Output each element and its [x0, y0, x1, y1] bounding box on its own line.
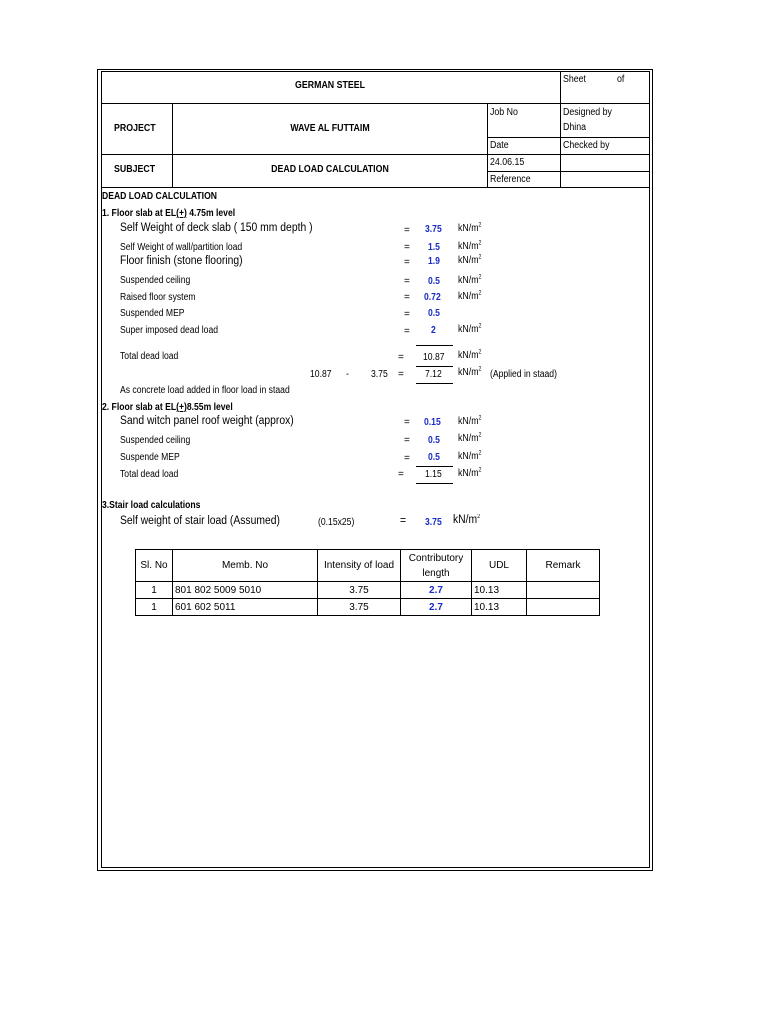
row-value: 0.5 [428, 452, 440, 463]
total-label: Total dead load [120, 351, 179, 362]
row-unit: $kN/m^2$ [458, 254, 482, 266]
length-cell: 2.7 [401, 582, 472, 599]
date-value: 24.06.15 [490, 157, 525, 168]
row-unit: $kN/m^2$ [458, 432, 482, 444]
column-header: Intensity of load [318, 550, 401, 582]
calc-a: 10.87 [310, 369, 332, 380]
udl-cell: 10.13 [472, 582, 527, 599]
header-line [487, 171, 650, 172]
intensity-cell: 3.75 [318, 582, 401, 599]
row-label: Self Weight of wall/partition load [120, 242, 243, 253]
column-header: Contributory length [401, 550, 472, 582]
row-label: Suspended ceiling [120, 275, 191, 286]
length-cell: 2.7 [401, 599, 472, 616]
udl-cell: 10.13 [472, 599, 527, 616]
sl-no-cell: 1 [136, 582, 173, 599]
row-label: Raised floor system [120, 292, 196, 303]
sheet-label: Sheet [563, 74, 587, 85]
column-header: Sl. No [136, 550, 173, 582]
row-label: Sand witch panel roof weight (approx) [120, 415, 294, 427]
subject-label: SUBJECT [114, 164, 156, 175]
total-unit: $kN/m^2$ [458, 349, 482, 361]
table-header-row [136, 550, 600, 582]
calc-b: 3.75 [371, 369, 388, 380]
designed-by-value: Dhina [563, 122, 587, 133]
memb-no-cell: 801 802 5009 5010 [173, 582, 318, 599]
header-line [101, 187, 650, 188]
section2-title: 2. Floor slab at EL(+)8.55m level [102, 402, 233, 413]
row-value: 0.5 [428, 276, 440, 287]
reference-label: Reference [490, 174, 531, 185]
sum-line [416, 383, 453, 384]
calc-unit: $kN/m^2$ [458, 366, 482, 378]
row-unit: $kN/m^2$ [458, 240, 482, 252]
row-formula: (0.15x25) [318, 517, 355, 528]
row-unit: $kN/m^2$ [458, 274, 482, 286]
remark-cell [527, 599, 600, 616]
subject-value: DEAD LOAD CALCULATION [271, 164, 389, 175]
row-unit: $kN/m^2$ [458, 415, 482, 427]
row-unit: $kN/m^2$ [458, 222, 482, 234]
row-label: Suspended ceiling [120, 435, 191, 446]
section1-title: 1. Floor slab at EL(+) 4.75m level [102, 208, 236, 219]
memb-no-cell: 601 602 5011 [173, 599, 318, 616]
date-label: Date [490, 140, 509, 151]
row-label: Floor finish (stone flooring) [120, 255, 243, 267]
total-unit: $kN/m^2$ [458, 467, 482, 479]
row-label: Suspended MEP [120, 308, 185, 319]
table-row [136, 599, 600, 616]
header-line [560, 71, 561, 187]
section3-title: 3.Stair load calculations [102, 500, 201, 511]
total-value: 10.87 [423, 352, 445, 363]
of-label: of [617, 74, 625, 85]
header-line [487, 103, 488, 187]
row-label: Self weight of stair load (Assumed) [120, 515, 280, 527]
column-header: Memb. No [173, 550, 318, 582]
header-line [487, 137, 650, 138]
row-unit: $kN/m^2$ [458, 323, 482, 335]
row-value: 0.5 [428, 308, 440, 319]
sum-line [416, 483, 453, 484]
sum-line [416, 366, 453, 367]
row-value: 3.75 [425, 517, 442, 528]
stair-load-table [135, 549, 600, 616]
project-label: PROJECT [114, 123, 156, 134]
header-line [101, 154, 650, 155]
row-value: 3.75 [425, 224, 442, 235]
calc-note: (Applied in staad) [490, 369, 557, 380]
remark-cell [527, 582, 600, 599]
row-value: 0.5 [428, 435, 440, 446]
calc-result: 7.12 [425, 369, 442, 380]
row-label: Suspende MEP [120, 452, 180, 463]
row-unit: $kN/m^2$ [458, 450, 482, 462]
row-value: 2 [431, 325, 436, 336]
intensity-cell: 3.75 [318, 599, 401, 616]
row-label: Super imposed dead load [120, 325, 219, 336]
header-line [172, 103, 173, 187]
row-value: 0.72 [424, 292, 441, 303]
header-line [101, 103, 650, 104]
job-no-label: Job No [490, 107, 518, 118]
row-value: 0.15 [424, 417, 441, 428]
checked-by-label: Checked by [563, 140, 610, 151]
row-value: 1.5 [428, 242, 440, 253]
row-value: 1.9 [428, 256, 440, 267]
designed-by-label: Designed by [563, 107, 612, 118]
note: As concrete load added in floor load in staad [120, 385, 290, 396]
row-unit: $kN/m^2$ [453, 514, 481, 526]
sum-line [416, 466, 453, 467]
total-label: Total dead load [120, 469, 179, 480]
company-name: GERMAN STEEL [295, 80, 365, 91]
sum-line [416, 345, 453, 346]
table-row [136, 582, 600, 599]
total-value: 1.15 [425, 469, 442, 480]
sl-no-cell: 1 [136, 599, 173, 616]
project-value: WAVE AL FUTTAIM [290, 123, 370, 134]
row-unit: $kN/m^2$ [458, 290, 482, 302]
doc-heading: DEAD LOAD CALCULATION [102, 191, 217, 202]
column-header: UDL [472, 550, 527, 582]
column-header: Remark [527, 550, 600, 582]
row-label: Self Weight of deck slab ( 150 mm depth ) [120, 222, 313, 234]
